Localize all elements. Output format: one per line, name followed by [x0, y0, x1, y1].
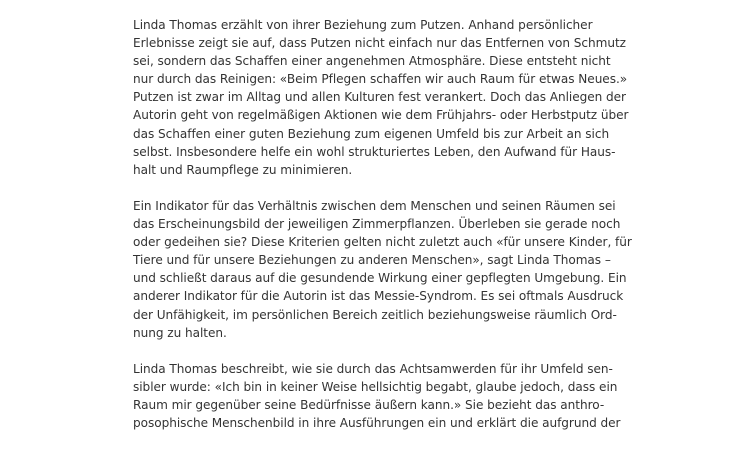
text-line: posophische Menschenbild in ihre Ausführungen ein und erklärt die aufgrund der	[133, 416, 621, 431]
text-line: nung zu halten.	[133, 325, 227, 340]
text-line: Erlebnisse zeigt sie auf, dass Putzen nicht einfach nur das Entfernen von Schmutz	[133, 36, 626, 51]
text-line: nur durch das Reinigen: «Beim Pflegen schaffen wir auch Raum für etwas Neues.»	[133, 72, 628, 87]
paragraph-2	[133, 197, 632, 342]
text-line: Ein Indikator für das Verhältnis zwischen dem Menschen und seinen Räumen sei	[133, 198, 616, 213]
text-line: sibler wurde: «Ich bin in keiner Weise hellsichtig begabt, glaube jedoch, dass ein	[133, 379, 618, 394]
text-line: der Unfähigkeit, im persönlichen Bereich zeitlich beziehungsweise räumlich Ord-	[133, 307, 617, 322]
paragraph-3	[133, 360, 623, 432]
text-line: das Schaffen einer guten Beziehung zum eigenen Umfeld bis zur Arbeit an sich	[133, 126, 610, 141]
article-body	[133, 16, 632, 450]
text-line: Linda Thomas erzählt von ihrer Beziehung zum Putzen. Anhand persönlicher	[133, 18, 593, 32]
text-line: sei, sondern das Schaffen einer angenehmen Atmosphäre. Diese entsteht nicht	[133, 54, 611, 69]
paragraph-1	[133, 16, 629, 179]
text-line: Linda Thomas beschreibt, wie sie durch das Achtsamwerden für ihr Umfeld sen-	[133, 361, 613, 376]
text-line: selbst. Insbesondere helfe ein wohl strukturiertes Leben, den Aufwand für Haus-	[133, 144, 616, 159]
text-line: anderer Indikator für die Autorin ist das Messie-Syndrom. Es sei oftmals Ausdruck	[133, 289, 624, 304]
text-line: Raum mir gegenüber seine Bedürfnisse äußern kann.» Sie bezieht das anthro-	[133, 397, 605, 412]
text-line: und schließt daraus auf die gesundende Wirkung einer gepflegten Umgebung. Ein	[133, 271, 627, 286]
text-line: Autorin geht von regelmäßigen Aktionen wie dem Frühjahrs- oder Herbstputz über	[133, 108, 629, 123]
text-line: halt und Raumpflege zu minimieren.	[133, 162, 353, 177]
text-line: Tiere und für unsere Beziehungen zu anderen Menschen», sagt Linda Thomas –	[133, 253, 611, 268]
text-line: das Erscheinungsbild der jeweiligen Zimmerpflanzen. Überleben sie gerade noch	[133, 217, 621, 232]
text-line: oder gedeihen sie? Diese Kriterien gelten nicht zuletzt auch «für unsere Kinder, für	[133, 235, 632, 250]
text-line: Putzen ist zwar im Alltag und allen Kulturen fest verankert. Doch das Anliegen der	[133, 90, 626, 105]
